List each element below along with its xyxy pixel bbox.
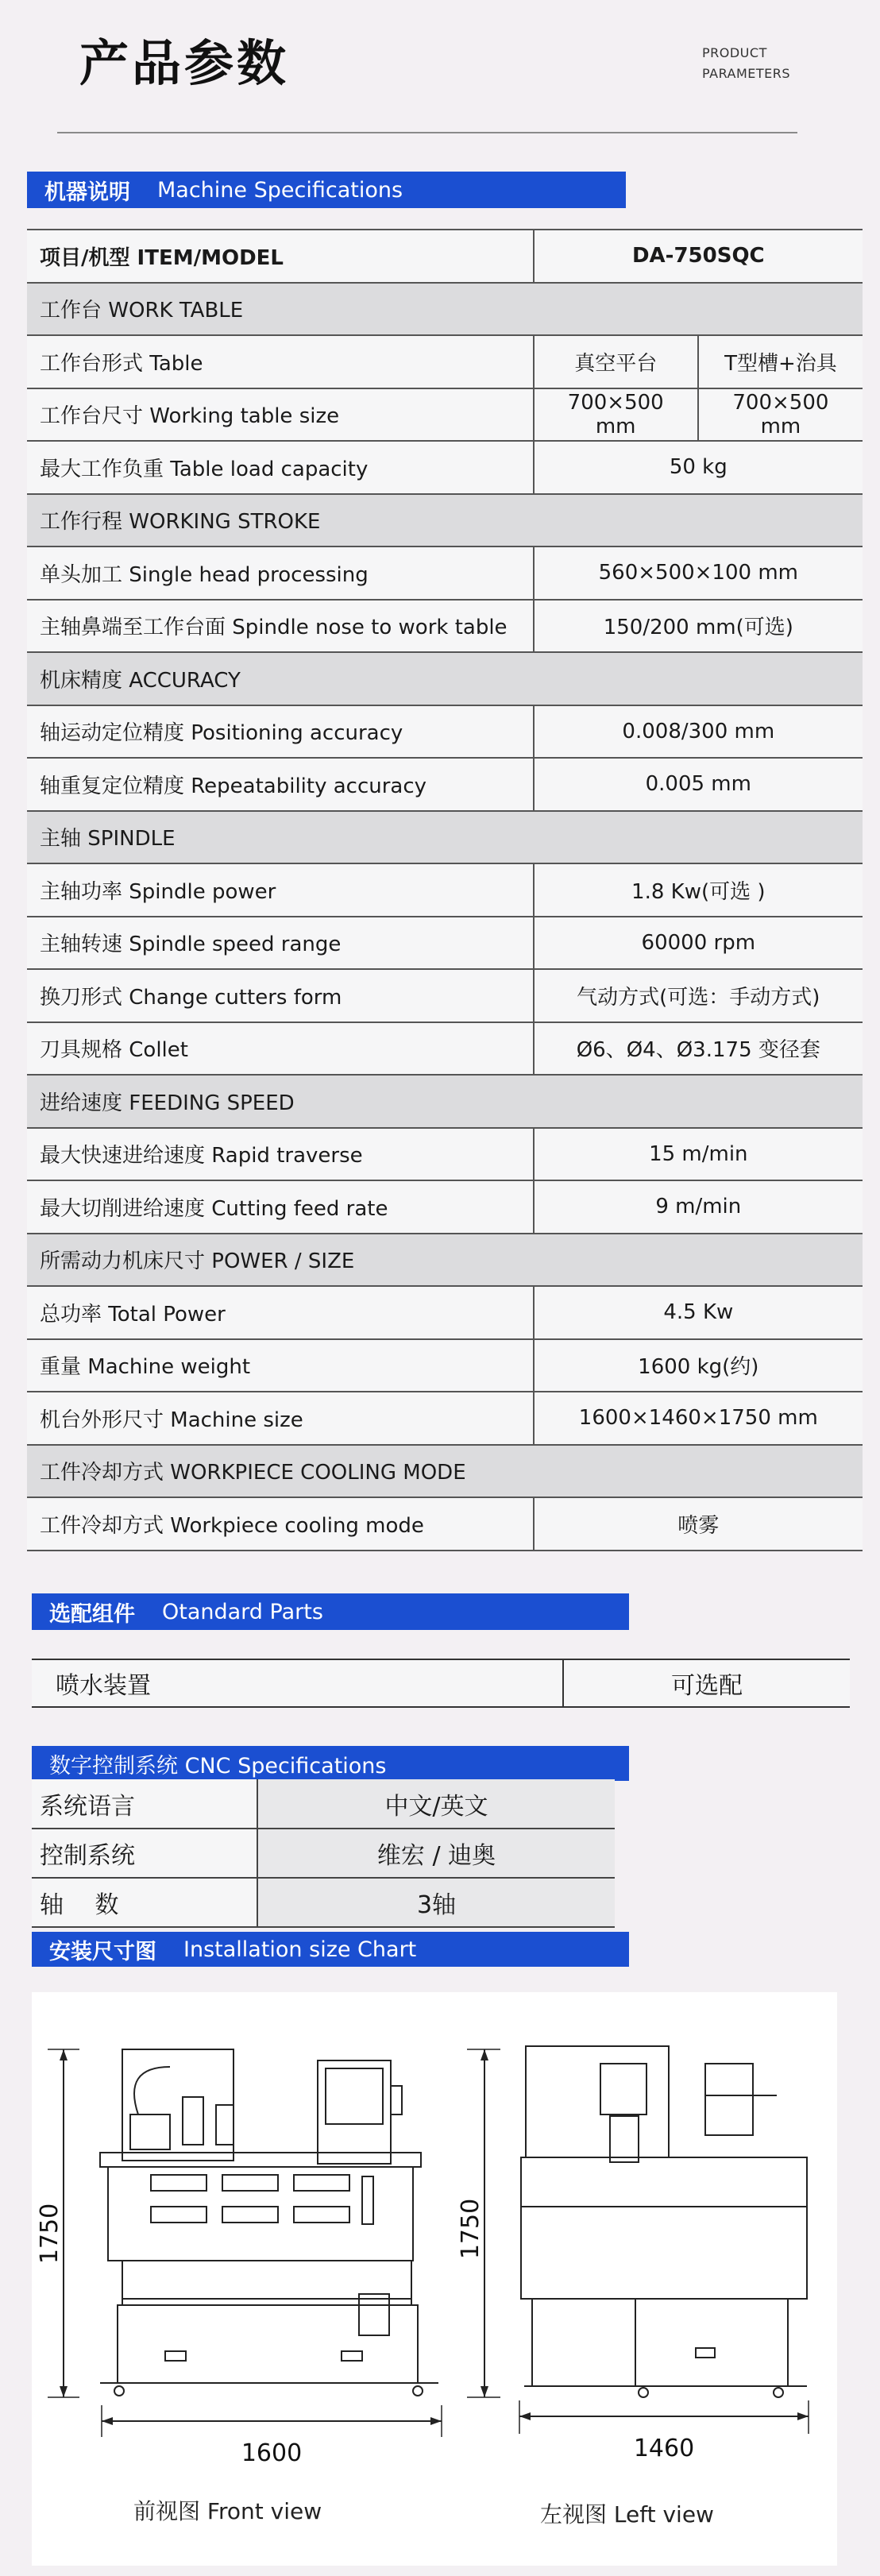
- spec-value: T型槽+治具: [698, 335, 863, 388]
- spec-label: 换刀形式 Change cutters form: [27, 969, 534, 1022]
- cnc-table: [32, 1779, 615, 1928]
- spec-value: 9 m/min: [534, 1180, 863, 1234]
- spec-label: 刀具规格 Collet: [27, 1022, 534, 1076]
- spec-label: 工作台尺寸 Working table size: [27, 388, 534, 442]
- cnc-key: 系统语言: [32, 1779, 257, 1829]
- banner-en-label: Machine Specifications: [157, 177, 403, 203]
- table-row: [27, 1339, 863, 1392]
- table-row: [27, 1497, 863, 1551]
- front-view-drawing: [48, 2049, 442, 2437]
- spec-header-row: [27, 230, 863, 283]
- spec-value: 0.008/300 mm: [534, 705, 863, 759]
- front-view-caption: 前视图 Front view: [133, 2498, 322, 2524]
- spec-label: 轴重复定位精度 Repeatability accuracy: [27, 758, 534, 811]
- standard-part-value: 可选配: [562, 1660, 850, 1706]
- banner-en-label: Installation size Chart: [183, 1937, 417, 1962]
- left-view-caption: 左视图 Left view: [540, 2501, 714, 2528]
- spec-value: 60000 rpm: [534, 917, 863, 970]
- table-row: [32, 1829, 615, 1878]
- installation-drawing-panel: [32, 1992, 837, 2566]
- header-model-value: DA-750SQC: [534, 230, 863, 283]
- spec-value: 700×500 mm: [698, 388, 863, 442]
- spec-value: 喷雾: [534, 1497, 863, 1551]
- cnc-key: 控制系统: [32, 1829, 257, 1878]
- spec-value: 4.5 Kw: [534, 1286, 863, 1339]
- banner-cn-label: 选配组件: [49, 1601, 135, 1627]
- section-label: 工作行程 WORKING STROKE: [27, 494, 863, 547]
- section-row: [27, 1075, 863, 1128]
- table-row: [27, 441, 863, 494]
- table-row: [27, 969, 863, 1022]
- page-subtitle: [702, 43, 790, 84]
- section-label: 机床精度 ACCURACY: [27, 652, 863, 705]
- spec-value: 15 m/min: [534, 1128, 863, 1181]
- spec-value: 560×500×100 mm: [534, 546, 863, 600]
- cnc-banner-label: 数字控制系统 CNC Specifications: [49, 1753, 387, 1778]
- section-row: [27, 283, 863, 336]
- left-width-dim: 1460: [633, 2435, 695, 2462]
- front-height-dim: 1750: [36, 2203, 64, 2265]
- section-row: [27, 811, 863, 864]
- subtitle-line-1: PRODUCT: [702, 45, 767, 60]
- cnc-key: 轴 数: [32, 1878, 257, 1927]
- page-title: 产品参数: [79, 34, 290, 92]
- spec-value: 1600×1460×1750 mm: [534, 1392, 863, 1445]
- section-row: [27, 652, 863, 705]
- spec-label: 工件冷却方式 Workpiece cooling mode: [27, 1497, 534, 1551]
- table-row: [27, 335, 863, 388]
- section-row: [27, 494, 863, 547]
- installation-drawings: [32, 1992, 837, 2566]
- spec-label: 主轴转速 Spindle speed range: [27, 917, 534, 970]
- section-label: 工作台 WORK TABLE: [27, 283, 863, 336]
- banner-cn-label: 安装尺寸图: [49, 1939, 156, 1964]
- installation-banner: [32, 1932, 629, 1967]
- standard-part-label: 喷水装置: [56, 1672, 151, 1700]
- left-height-dim: 1750: [457, 2198, 484, 2260]
- spec-label: 总功率 Total Power: [27, 1286, 534, 1339]
- table-row: [27, 1392, 863, 1445]
- standard-parts-row: [32, 1659, 850, 1708]
- table-row: [32, 1878, 615, 1927]
- table-row: [27, 388, 863, 442]
- table-row: [27, 1128, 863, 1181]
- section-label: 所需动力机床尺寸 POWER / SIZE: [27, 1234, 863, 1287]
- spec-label: 轴运动定位精度 Positioning accuracy: [27, 705, 534, 759]
- spec-label: 最大快速进给速度 Rapid traverse: [27, 1128, 534, 1181]
- spec-value: 气动方式(可选：手动方式): [534, 969, 863, 1022]
- spec-value: 700×500 mm: [534, 388, 698, 442]
- spec-label: 重量 Machine weight: [27, 1339, 534, 1392]
- section-label: 工件冷却方式 WORKPIECE COOLING MODE: [27, 1445, 863, 1498]
- table-row: [27, 917, 863, 970]
- table-row: [32, 1779, 615, 1829]
- cnc-banner: [32, 1746, 629, 1781]
- spec-label: 工作台形式 Table: [27, 335, 534, 388]
- section-row: [27, 1445, 863, 1498]
- spec-value: 1.8 Kw(可选 ): [534, 863, 863, 917]
- table-row: [27, 546, 863, 600]
- spec-label: 单头加工 Single head processing: [27, 546, 534, 600]
- cnc-value: 维宏 / 迪奥: [257, 1829, 615, 1878]
- table-row: [27, 1180, 863, 1234]
- spec-value: Ø6、Ø4、Ø3.175 变径套: [534, 1022, 863, 1076]
- cnc-value: 3轴: [257, 1878, 615, 1927]
- cnc-value: 中文/英文: [257, 1779, 615, 1829]
- spec-value: 真空平台: [534, 335, 698, 388]
- spec-table: [27, 229, 863, 1551]
- banner-cn-label: 机器说明: [44, 180, 130, 205]
- machine-spec-banner: [27, 172, 626, 208]
- spec-label: 最大工作负重 Table load capacity: [27, 441, 534, 494]
- table-row: [27, 758, 863, 811]
- table-row: [27, 1286, 863, 1339]
- section-label: 进给速度 FEEDING SPEED: [27, 1075, 863, 1128]
- table-row: [27, 863, 863, 917]
- title-divider: [57, 132, 797, 133]
- section-row: [27, 1234, 863, 1287]
- spec-value: 150/200 mm(可选): [534, 600, 863, 653]
- header-item-label: 项目/机型 ITEM/MODEL: [27, 230, 534, 283]
- spec-label: 最大切削进给速度 Cutting feed rate: [27, 1180, 534, 1234]
- table-row: [27, 1022, 863, 1076]
- front-width-dim: 1600: [241, 2439, 303, 2467]
- table-row: [27, 600, 863, 653]
- spec-label: 主轴功率 Spindle power: [27, 863, 534, 917]
- banner-en-label: Otandard Parts: [162, 1599, 323, 1624]
- section-label: 主轴 SPINDLE: [27, 811, 863, 864]
- spec-value: 1600 kg(约): [534, 1339, 863, 1392]
- subtitle-line-2: PARAMETERS: [702, 66, 791, 81]
- spec-label: 主轴鼻端至工作台面 Spindle nose to work table: [27, 600, 534, 653]
- spec-label: 机台外形尺寸 Machine size: [27, 1392, 534, 1445]
- spec-value: 0.005 mm: [534, 758, 863, 811]
- left-view-drawing: [467, 2046, 809, 2434]
- standard-parts-banner: [32, 1593, 629, 1630]
- spec-value: 50 kg: [534, 441, 863, 494]
- table-row: [27, 705, 863, 759]
